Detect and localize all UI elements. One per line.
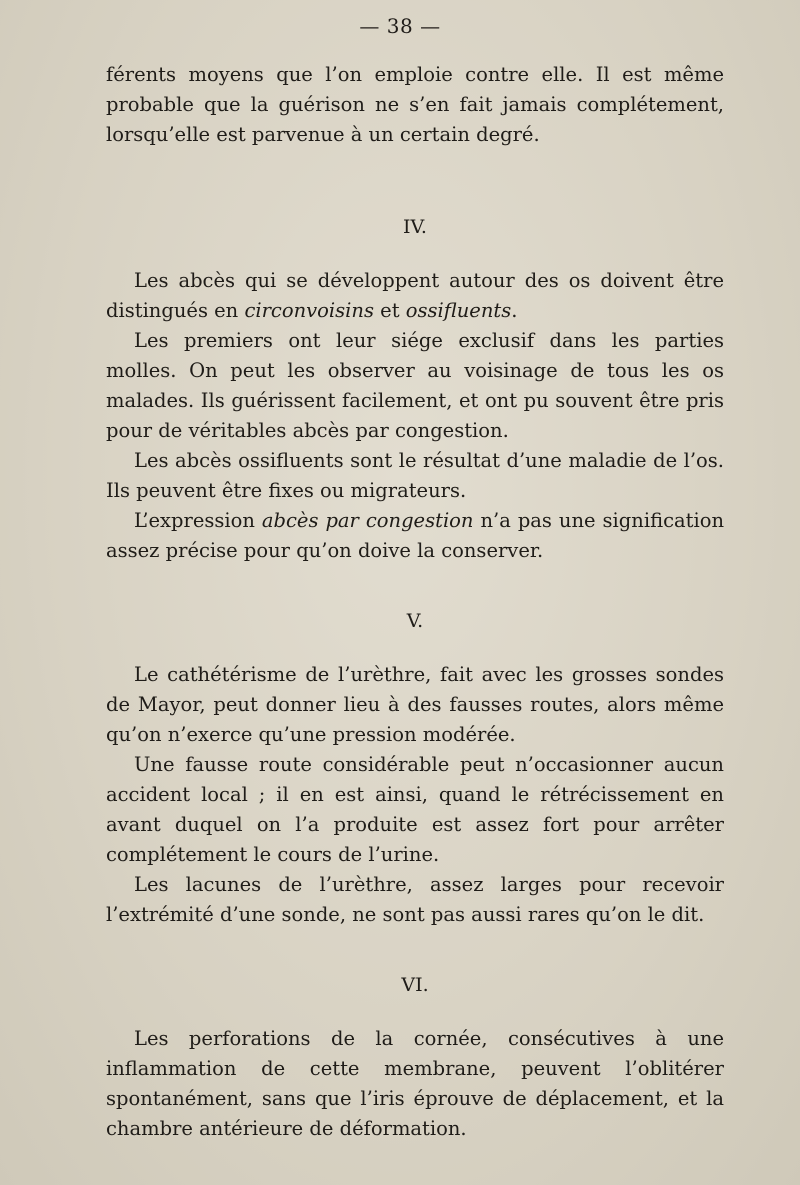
section-heading-v: V. <box>406 610 424 632</box>
page-number: — 38 — <box>359 14 441 38</box>
continued-paragraph: férents moyens que l’on emploie contre elle. Il est même probable que la guérison ne s’en fait jamais complétement, lorsqu’elle est parvenue à un certain degré. <box>106 63 724 146</box>
paragraph: Une fausse route considérable peut n’occasionner aucun accident local ; il en est ainsi, quand le rétrécissement en avant duquel on l’a produite est assez fort pour arrêter complétement le cours de l’urine. <box>106 753 724 866</box>
paragraph: Les premiers ont leur siége exclusif dans les parties molles. On peut les observer au voisinage de tous les os malades. Ils guérissent facilement, et ont pu souvent être pris pour de véritables abcès par congestion. <box>106 329 724 442</box>
paragraph: Les lacunes de l’urèthre, assez larges pour recevoir l’extrémité d’une sonde, ne sont pas aussi rares qu’on le dit. <box>106 873 724 926</box>
page-body <box>106 60 724 1144</box>
paragraph: Les perforations de la cornée, consécutives à une inflammation de cette membrane, peuvent l’oblitérer spontanément, sans que l’iris éprouve de déplacement, et la chambre antérieure de déformation. <box>106 1027 724 1140</box>
paragraph: Les abcès ossifluents sont le résultat d’une maladie de l’os. Ils peuvent être fixes ou migrateurs. <box>106 449 724 502</box>
paragraph: Les abcès qui se développent autour des os doivent être distingués en circonvoisins et ossifluents. <box>106 269 724 322</box>
paragraph: L’expression abcès par congestion n’a pas une signification assez précise pour qu’on doive la conserver. <box>106 509 724 562</box>
paragraph: Le cathétérisme de l’urèthre, fait avec les grosses sondes de Mayor, peut donner lieu à des fausses routes, alors même qu’on n’exerce qu’une pression modérée. <box>106 663 724 746</box>
section-heading-vi: VI. <box>401 974 429 996</box>
section-heading-iv: IV. <box>403 216 427 238</box>
